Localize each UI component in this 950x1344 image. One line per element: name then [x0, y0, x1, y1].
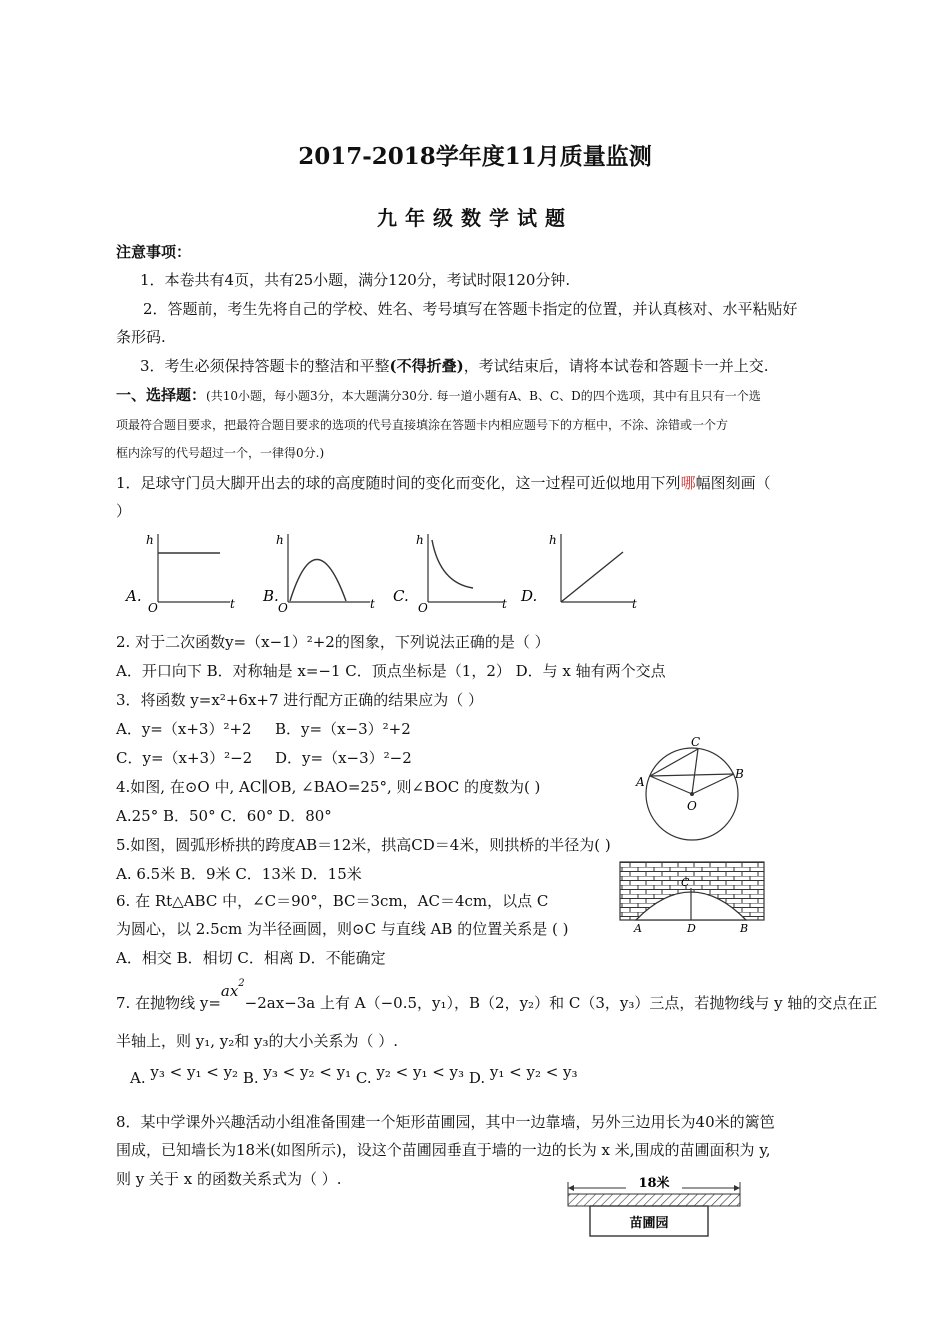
section1-heading: 一、选择题：	[116, 386, 207, 404]
q1-graph-c-label: C.	[393, 587, 409, 605]
q6-text-2: 为圆心，以 2.5cm 为半径画圆，则⊙C 与直线 AB 的位置关系是 ( )	[116, 920, 569, 938]
q7-text	[116, 978, 878, 1013]
q1-graph-c-h: h	[416, 533, 424, 547]
notice-item-2a: 2．答题前，考生先将自己的学校、姓名、考号填写在答题卡指定的位置，并认真核对、水平粘贴好	[143, 300, 798, 318]
section1-line1	[116, 385, 761, 405]
notice-item-2b: 条形码.	[116, 328, 166, 346]
q8-figure	[560, 1170, 750, 1242]
q1-graph-a-o: O	[148, 601, 158, 615]
q3-option-a: A．y=（x+3）²+2	[116, 720, 252, 738]
q8-line2: 围成，已知墙长为18米(如图所示)，设这个苗圃园垂直于墙的一边的长为 x 米,围成的苗圃面积为 y,	[116, 1141, 771, 1159]
q1-text-red: 哪	[680, 474, 696, 492]
q3-text: 3．将函数 y=x²+6x+7 进行配方正确的结果应为（ ）	[116, 691, 484, 709]
q1-graph-d	[520, 533, 637, 611]
q6-text-1: 6. 在 Rt△ABC 中，∠C＝90°，BC＝3cm，AC＝4cm，以点 C	[116, 892, 549, 910]
q7-prefix: 7. 在抛物线 y=	[116, 994, 221, 1012]
notice-item-3c: ，考试结束后，请将本试卷和答题卡一并上交.	[463, 357, 769, 375]
q4-label-a: A	[636, 775, 645, 789]
q1-graph-a-t: t	[230, 597, 235, 611]
q8-wall-label: 18米	[638, 1176, 670, 1191]
q4-label-o: O	[687, 799, 697, 813]
q3-option-b: B．y=（x−3）²+2	[275, 720, 411, 738]
q1-graph-b	[262, 533, 375, 615]
q7-option-a: A.	[130, 1069, 146, 1087]
q7-options	[130, 1063, 578, 1088]
q1-graph-c-t: t	[502, 597, 507, 611]
q7-option-d-expr: y₁ < y₂ < y₃	[489, 1063, 578, 1081]
q6-options: A．相交 B．相切 C．相离 D．不能确定	[116, 949, 386, 967]
section1-desc2: 项最符合题目要求，把最符合题目要求的选项的代号直接填涂在答题卡内相应题号下的方框中，不涂、涂错或一个方	[116, 418, 729, 432]
q7-rest: −2ax−3a 上有 A（−0.5，y₁），B（2，y₂）和 C（3，y₃）三点，若抛物线与 y 轴的交点在正	[244, 994, 878, 1012]
q4-text: 4.如图, 在⊙O 中, AC∥OB, ∠BAO=25°, 则∠BOC 的度数为( )	[116, 778, 541, 796]
q7-option-c-expr: y₂ < y₁ < y₃	[376, 1063, 465, 1081]
notice-item-3b: (不得折叠)	[389, 357, 464, 375]
q3-option-c: C．y=（x+3）²−2	[116, 749, 253, 767]
q1-graph-d-h: h	[549, 533, 557, 547]
q5-figure	[618, 858, 768, 936]
q2-options: A．开口向下 B．对称轴是 x=−1 C．顶点坐标是（1，2） D．与 x 轴有两个交点	[116, 662, 666, 680]
q1-graph-a-h: h	[146, 533, 154, 547]
notice-item-3	[140, 356, 769, 376]
q1-text-c: ）	[116, 502, 132, 520]
q1-text-b: 幅图刻画（	[695, 474, 771, 492]
q3-option-d: D．y=（x−3）²−2	[275, 749, 412, 767]
q7-option-b: B.	[242, 1069, 259, 1087]
q1-graph-a	[124, 533, 235, 615]
notice-heading: 注意事项：	[116, 243, 192, 261]
q7-expr: $ax^2$	[220, 978, 245, 1000]
q5-label-a: A	[634, 922, 642, 935]
notice-item-3a: 3．考生必须保持答题卡的整洁和平整	[140, 357, 390, 375]
q4-label-b: B	[735, 767, 744, 781]
page-subtitle: 九年级数学试题	[377, 206, 573, 230]
q2-text: 2. 对于二次函数y=（x−1）²+2的图象，下列说法正确的是（ ）	[116, 633, 550, 651]
q1-graph-c-o: O	[418, 601, 428, 615]
q1-graph-b-t: t	[370, 597, 375, 611]
q1-graph-c	[393, 533, 507, 615]
section1-desc1: (共10小题，每小题3分，本大题满分30分. 每一道小题有A、B、C、D的四个选项，其中有且只有一个选	[206, 389, 761, 403]
q1-text	[116, 473, 771, 493]
q7-option-d: D.	[468, 1069, 486, 1087]
notice-item-1: 1．本卷共有4页，共有25小题，满分120分，考试时限120分钟.	[140, 271, 571, 289]
q1-graph-b-h: h	[276, 533, 284, 547]
q7-option-c: C.	[355, 1069, 372, 1087]
q7-option-b-expr: y₃ < y₂ < y₁	[263, 1063, 352, 1081]
q4-options: A.25° B．50° C．60° D．80°	[116, 807, 332, 825]
q1-graph-d-t: t	[632, 597, 637, 611]
q1-graph-a-label: A.	[126, 587, 142, 605]
page-title: 2017-2018学年度11月质量监测	[298, 143, 652, 170]
q4-label-c: C	[691, 735, 701, 749]
q1-graph-b-o: O	[278, 601, 288, 615]
q7-option-a-expr: y₃ < y₁ < y₂	[150, 1063, 239, 1081]
q1-graph-d-label: D.	[521, 587, 538, 605]
q8-line3: 则 y 关于 x 的函数关系式为（ ）.	[116, 1170, 342, 1188]
q1-graphs	[118, 528, 648, 618]
q8-line1: 8．某中学课外兴趣活动小组准备围建一个矩形苗圃园，其中一边靠墙，另外三边用长为40米的篱笆	[116, 1113, 775, 1131]
section1-desc3: 框内涂写的代号超过一个，一律得0分.)	[116, 446, 325, 460]
q1-graph-b-label: B.	[263, 587, 279, 605]
q5-label-b: B	[740, 922, 749, 935]
q5-options: A. 6.5米 B．9米 C．13米 D．15米	[116, 865, 362, 883]
q5-label-d: D	[687, 922, 696, 935]
q8-garden-label: 苗圃园	[629, 1216, 669, 1231]
q4-figure	[632, 734, 762, 852]
q5-text: 5.如图，圆弧形桥拱的跨度AB＝12米，拱高CD＝4米，则拱桥的半径为( )	[116, 836, 611, 854]
q5-label-c: C	[681, 876, 690, 889]
q7-line2: 半轴上，则 y₁, y₂和 y₃的大小关系为（ ）.	[116, 1032, 399, 1050]
q1-text-a: 1．足球守门员大脚开出去的球的高度随时间的变化而变化，这一过程可近似地用下列	[116, 474, 681, 492]
